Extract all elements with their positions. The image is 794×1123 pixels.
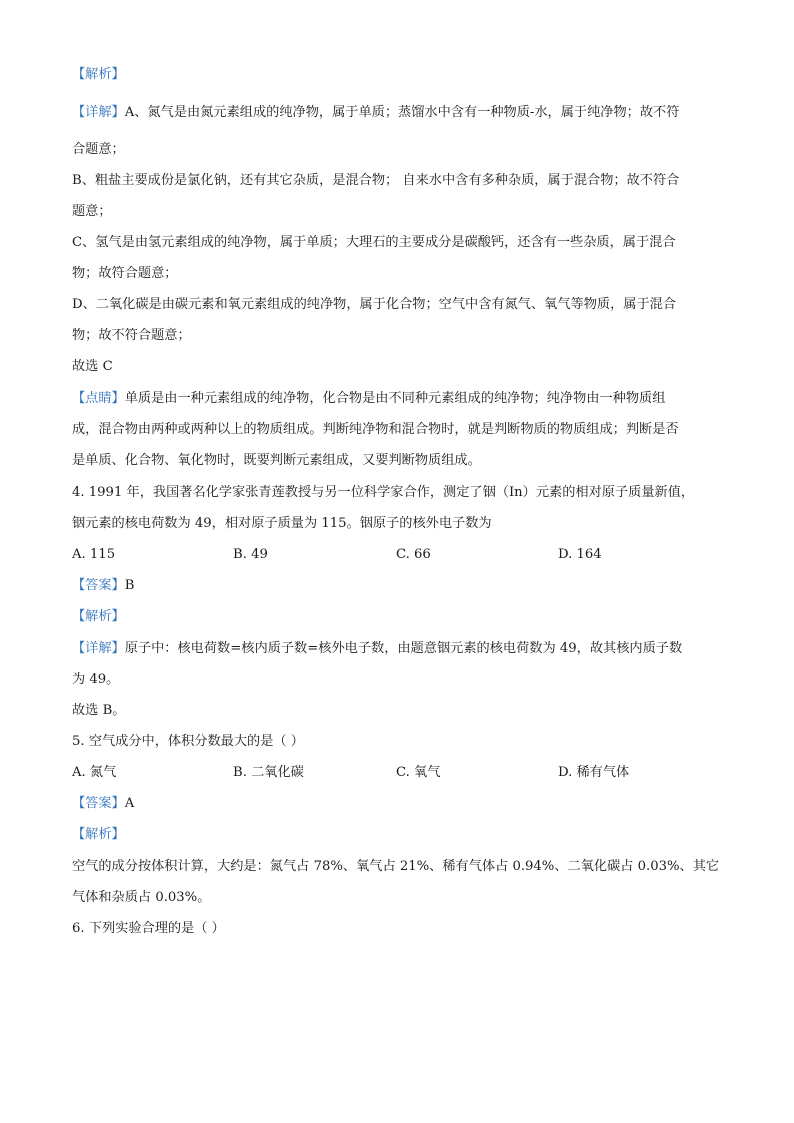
detail-line-d: D、二氧化碳是由碳元素和氧元素组成的纯净物，属于化合物；空气中含有氮气、氧气等物质，属于混合 xyxy=(72,297,677,312)
point-line-1 xyxy=(72,390,665,408)
q4-detail-line-1 xyxy=(72,640,682,658)
q5-stem: 5. 空气成分中，体积分数最大的是（ ） xyxy=(72,734,304,749)
q4-option-d: D. 164 xyxy=(558,547,602,562)
q6-stem: 6. 下列实验合理的是（ ） xyxy=(72,921,225,936)
q5-option-d: D. 稀有气体 xyxy=(558,765,630,780)
detail-line-a xyxy=(72,104,679,122)
q4-answer-label: 【答案】 xyxy=(72,578,125,593)
q5-option-a: A. 氮气 xyxy=(72,765,117,780)
detail-line-c: C、氢气是由氢元素组成的纯净物，属于单质；大理石的主要成分是碳酸钙，还含有一些杂质，属于混合 xyxy=(72,235,676,250)
detail-line-b-cont: 题意； xyxy=(72,204,112,219)
q4-stem-line-1: 4. 1991 年，我国著名化学家张青莲教授与另一位科学家合作，测定了铟（In）元素的相对原子质量新值， xyxy=(72,485,695,500)
q4-detail-line-2: 为 49。 xyxy=(72,672,120,687)
q4-detail-text-1: 原子中：核电荷数=核内质子数=核外电子数，由题意铟元素的核电荷数为 49，故其核内质子数 xyxy=(124,641,683,656)
point-label: 【点睛】 xyxy=(72,391,125,406)
q4-detail-label: 【详解】 xyxy=(72,641,125,656)
q5-analysis-heading: 【解析】 xyxy=(72,827,125,842)
q4-option-c: C. 66 xyxy=(396,547,431,562)
q5-answer-value: A xyxy=(124,796,135,811)
point-text-1: 单质是由一种元素组成的纯净物，化合物是由不同种元素组成的纯净物；纯净物由一种物质组 xyxy=(124,391,666,406)
q5-answer-line xyxy=(72,795,134,813)
analysis-heading: 【解析】 xyxy=(72,67,125,82)
q5-explanation-line-2: 气体和杂质占 0.03%。 xyxy=(72,890,211,905)
detail-line-a-cont: 合题意； xyxy=(72,142,125,157)
detail-line-c-cont: 物；故符合题意； xyxy=(72,266,178,281)
q4-answer-line xyxy=(72,577,134,595)
q5-explanation-line-1: 空气的成分按体积计算，大约是：氮气占 78%、氧气占 21%、稀有气体占 0.94%、二氧化碳占 0.03%、其它 xyxy=(72,859,720,874)
detail-label: 【详解】 xyxy=(72,105,125,120)
q5-option-c: C. 氧气 xyxy=(396,765,441,780)
q4-option-b: B. 49 xyxy=(233,547,268,562)
point-line-2: 成，混合物由两种或两种以上的物质组成。判断纯净物和混合物时，就是判断物质的物质组成；判断是否 xyxy=(72,422,679,437)
q5-option-b: B. 二氧化碳 xyxy=(233,765,304,780)
detail-text-a: A、氮气是由氮元素组成的纯净物，属于单质；蒸馏水中含有一种物质-水，属于纯净物；故不符 xyxy=(124,105,680,120)
q4-answer-value: B xyxy=(124,578,135,593)
point-line-3: 是单质、化合物、氧化物时，既要判断元素组成，又要判断物质组成。 xyxy=(72,453,481,468)
detail-line-b: B、粗盐主要成份是氯化钠，还有其它杂质，是混合物； 自来水中含有多种杂质，属于混合物；故不符合 xyxy=(72,173,680,188)
q4-analysis-heading: 【解析】 xyxy=(72,609,125,624)
detail-line-d-cont: 物；故不符合题意； xyxy=(72,328,191,343)
choice-line: 故选 C xyxy=(72,359,113,374)
q4-choice-line: 故选 B。 xyxy=(72,703,126,718)
q4-stem-line-2: 铟元素的核电荷数为 49，相对原子质量为 115。铟原子的核外电子数为 xyxy=(72,516,492,531)
q5-answer-label: 【答案】 xyxy=(72,796,125,811)
q4-option-a: A. 115 xyxy=(72,547,116,562)
